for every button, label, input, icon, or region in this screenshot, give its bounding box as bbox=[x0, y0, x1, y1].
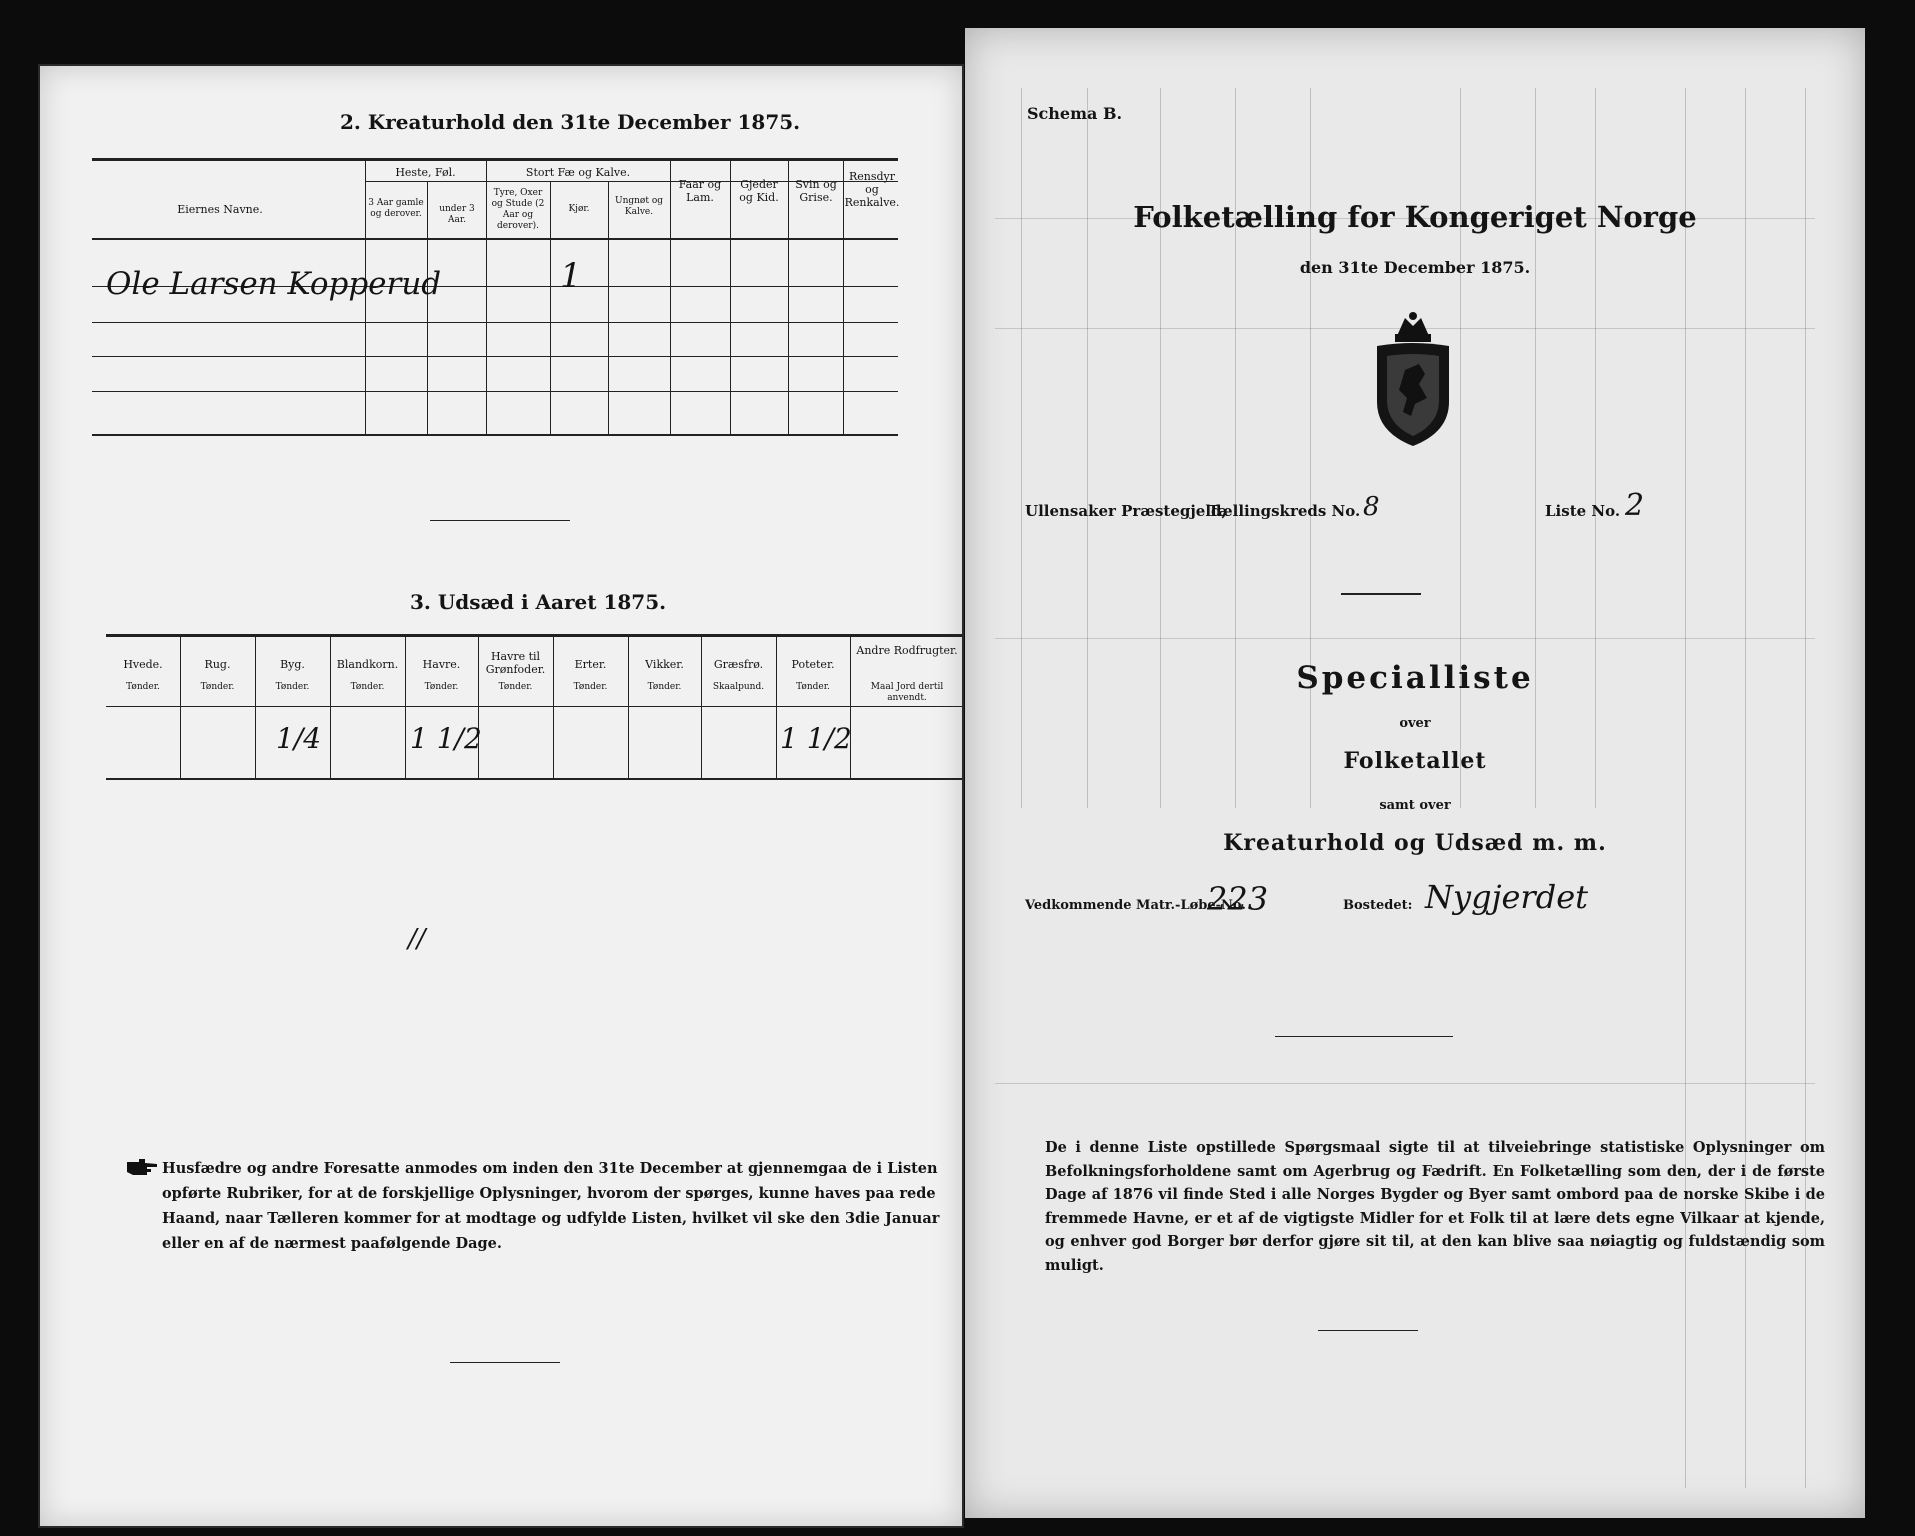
heading-specialliste: Specialliste bbox=[1296, 660, 1534, 696]
matr-number: 223 bbox=[1207, 880, 1269, 918]
header-owner: Eiernes Navne. bbox=[177, 203, 263, 216]
seed-vetch-unit: Tønder. bbox=[647, 682, 682, 692]
parish: Ullensaker Præstegjeld, bbox=[1025, 502, 1227, 520]
heading-folketallet: Folketallet bbox=[1343, 748, 1487, 774]
section2-title: 2. Kreaturhold den 31te December 1875. bbox=[340, 110, 801, 134]
header-sheep: Faar og Lam. bbox=[678, 178, 722, 204]
date-line: den 31te December 1875. bbox=[1299, 258, 1531, 277]
seed-vetch: Vikker. bbox=[645, 658, 684, 671]
stray-mark: // bbox=[408, 924, 426, 954]
seed-barley-unit: Tønder. bbox=[275, 682, 310, 692]
seed-value-barley: 1/4 bbox=[276, 722, 322, 755]
list-label: Liste No. bbox=[1545, 502, 1621, 520]
seed-grass-unit: Skaalpund. bbox=[712, 682, 765, 692]
seed-oats-unit: Tønder. bbox=[424, 682, 459, 692]
main-title: Folketælling for Kongeriget Norge bbox=[1133, 200, 1697, 234]
seed-green-oats-unit: Tønder. bbox=[498, 682, 533, 692]
seed-value-oats: 1 1/2 bbox=[410, 722, 482, 755]
seed-other-roots: Andre Rodfrugter. bbox=[856, 644, 958, 657]
seed-grass: Græsfrø. bbox=[713, 658, 764, 671]
seed-mixed: Blandkorn. bbox=[336, 658, 399, 671]
header-young-cattle: Ungnøt og Kalve. bbox=[614, 196, 663, 217]
purpose-notice: De i denne Liste opstillede Spørgsmaal sigte til at tilveiebringe statistiske Oplysninger om Befolkningsforholdene samt om Agerbrug og Fædrift. En Folketælling som den, der i de første Dage af 1876 vil finde Sted i alle Norges Bygder og Byer samt ombord paa de norske Skibe i de fremmede Havne, er et af de vigtigste Midler for et Folk til at lære dets egne Vilkaar at kjende, og enhver god Borger bør derfor gjøre sit til, at den kan blive saa nøiagtig og fuldstændig som muligt. bbox=[1045, 1139, 1825, 1274]
seed-potatoes: Poteter. bbox=[791, 658, 835, 671]
seed-value-potatoes: 1 1/2 bbox=[780, 722, 852, 755]
right-page bbox=[965, 28, 1865, 1518]
seed-barley: Byg. bbox=[280, 658, 305, 671]
seed-oats: Havre. bbox=[422, 658, 461, 671]
seed-peas: Erter. bbox=[574, 658, 607, 671]
seed-wheat: Hvede. bbox=[123, 658, 163, 671]
header-reindeer: Rensdyr og Renkalve. bbox=[844, 170, 900, 209]
owner-name: Ole Larsen Kopperud bbox=[106, 266, 442, 302]
over-1: over bbox=[1399, 716, 1431, 731]
seed-peas-unit: Tønder. bbox=[573, 682, 608, 692]
coat-of-arms-icon bbox=[1367, 312, 1459, 448]
header-horses-young: under 3 Aar. bbox=[439, 204, 475, 225]
district-number: 8 bbox=[1363, 492, 1380, 522]
list-number: 2 bbox=[1625, 488, 1645, 523]
header-cows: Kjør. bbox=[568, 204, 590, 214]
header-horses-old: 3 Aar gamle og derover. bbox=[368, 198, 424, 219]
header-goats: Gjeder og Kid. bbox=[739, 178, 779, 204]
bosted-value: Nygjerdet bbox=[1425, 878, 1588, 916]
instructions-notice: Husfædre og andre Foresatte anmodes om inden den 31te December at gjennemgaa de i Listen opførte Rubriker, for at de forskjellige Oplysninger, hvorom der spørges, kunne haves paa rede Haand, naar Tælleren kommer for at modtage og udfylde Listen, hvilket vil ske den 3die Januar eller en af de nærmest paafølgende Dage. bbox=[162, 1160, 940, 1252]
matr-label: Vedkommende Matr.-Løbe-No. bbox=[1025, 898, 1246, 913]
section3-title: 3. Udsæd i Aaret 1875. bbox=[410, 590, 667, 614]
seed-mixed-unit: Tønder. bbox=[350, 682, 385, 692]
seed-rye: Rug. bbox=[204, 658, 231, 671]
seed-wheat-unit: Tønder. bbox=[126, 682, 160, 692]
pointing-hand-icon bbox=[125, 1156, 159, 1178]
heading-kreaturhold: Kreaturhold og Udsæd m. m. bbox=[1223, 830, 1607, 856]
header-pigs: Svin og Grise. bbox=[795, 178, 837, 204]
schema-label: Schema B. bbox=[1027, 104, 1123, 123]
cows-count: 1 bbox=[560, 256, 582, 296]
header-bulls: Tyre, Oxer og Stude (2 Aar og derover). bbox=[491, 188, 545, 231]
seed-green-oats: Havre til Grønfoder. bbox=[485, 650, 546, 676]
bosted-label: Bostedet: bbox=[1343, 898, 1413, 913]
seed-rye-unit: Tønder. bbox=[200, 682, 235, 692]
district-label: Tællingskreds No. bbox=[1208, 502, 1361, 520]
header-horses: Heste, Føl. bbox=[395, 166, 456, 179]
header-cattle: Stort Fæ og Kalve. bbox=[525, 166, 631, 179]
seed-potatoes-unit: Tønder. bbox=[796, 682, 830, 692]
over-2: samt over bbox=[1379, 798, 1451, 813]
left-page bbox=[38, 64, 964, 1528]
seed-other-roots-unit: Maal Jord dertil anvendt. bbox=[870, 682, 944, 703]
